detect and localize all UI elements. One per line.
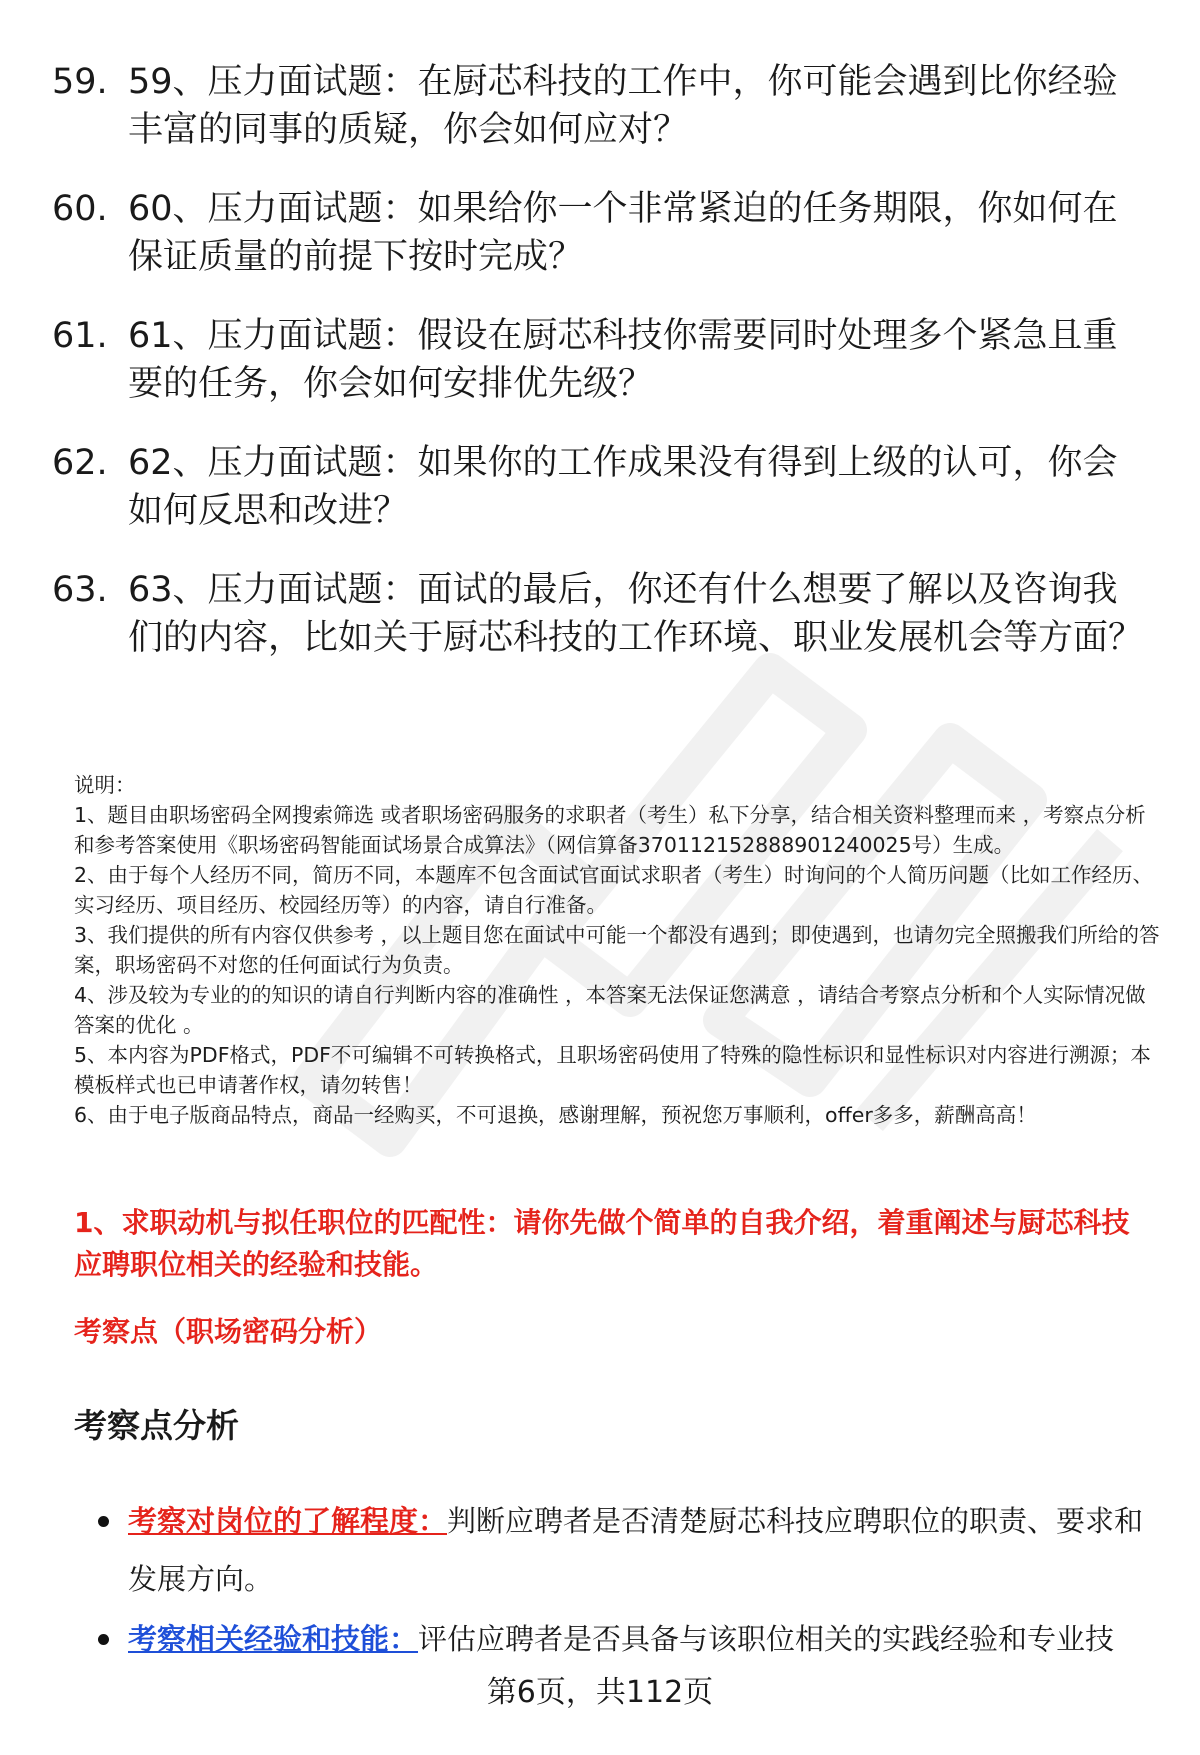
note-item: 5、本内容为PDF格式，PDF不可编辑不可转换格式，且职场密码使用了特殊的隐性标识和显性标识对内容进行溯源；本模板样式也已申请著作权，请勿转售！ (74, 1043, 1151, 1097)
notes-title: 说明： (74, 773, 136, 797)
note-item: 3、我们提供的所有内容仅供参考 ，以上题目您在面试中可能一个都没有遇到；即使遇到，也请勿完全照搬我们所给的答案，职场密码不对您的任何面试行为负责。 (74, 923, 1160, 977)
list-item (0, 439, 1200, 535)
bullet-dot-icon (98, 1634, 109, 1645)
note-item: 1、题目由职场密码全网搜索筛选 或者职场密码服务的求职者（考生）私下分享，结合相关资料整理而来 ，考察点分析和参考答案使用《职场密码智能面试场景合成算法》（网信算备370112152888901240025号）生成。 (74, 803, 1146, 857)
question-number: 59. (52, 62, 108, 102)
question-number: 63. (52, 570, 108, 610)
question-number: 61. (52, 316, 108, 356)
note-item: 2、由于每个人经历不同，简历不同，本题库不包含面试官面试求职者（考生）时询问的个人简历问题（比如工作经历、实习经历、项目经历、校园经历等）的内容，请自行准备。 (74, 863, 1154, 917)
bullet-dot-icon (98, 1516, 109, 1527)
question-text: 62、压力面试题：如果你的工作成果没有得到上级的认可，你会如何反思和改进？ (128, 443, 1118, 531)
question-text: 61、压力面试题：假设在厨芯科技你需要同时处理多个紧急且重要的任务，你会如何安排优先级？ (128, 316, 1118, 404)
list-item (0, 566, 1200, 662)
notes-section (74, 770, 1164, 1130)
note-item: 6、由于电子版商品特点，商品一经购买，不可退换，感谢理解，预祝您万事顺利，offer多多，薪酬高高！ (74, 1103, 1037, 1127)
page-footer: 第6页，共112页 (486, 1675, 714, 1710)
question-list (0, 58, 1200, 693)
note-item: 4、涉及较为专业的的知识的请自行判断内容的准确性 ，本答案无法保证您满意 ，请结合考察点分析和个人实际情况做答案的优化 。 (74, 983, 1146, 1037)
analysis-title: 考察点分析 (74, 1406, 239, 1445)
bullet-body (128, 1492, 1148, 1608)
list-item (0, 58, 1200, 154)
question-number: 60. (52, 189, 108, 229)
question-text: 59、压力面试题：在厨芯科技的工作中，你可能会遇到比你经验丰富的同事的质疑，你会如何应对？ (128, 62, 1118, 150)
analysis-subheading: 考察点（职场密码分析） (74, 1315, 383, 1348)
bullet-text: 评估应聘者是否具备与该职位相关的实践经验和专业技 (418, 1622, 1115, 1656)
bullet-key-link[interactable]: 考察相关经验和技能： (128, 1622, 419, 1656)
list-item (0, 1492, 1200, 1608)
list-item (0, 1610, 1200, 1668)
bullet-key-link[interactable]: 考察对岗位的了解程度： (128, 1504, 448, 1538)
bullet-text: 判断应聘者是否清楚厨芯科技应聘职位的职责、要求和发展方向。 (128, 1504, 1144, 1596)
question-text: 63、压力面试题：面试的最后，你还有什么想要了解以及咨询我们的内容，比如关于厨芯科技的工作环境、职业发展机会等方面？ (128, 570, 1144, 658)
question-heading: 1、求职动机与拟任职位的匹配性：请你先做个简单的自我介绍，着重阐述与厨芯科技应聘职位相关的经验和技能。 (74, 1206, 1130, 1281)
question-text: 60、压力面试题：如果给你一个非常紧迫的任务期限，你如何在保证质量的前提下按时完成？ (128, 189, 1118, 277)
bullet-body (128, 1610, 1148, 1668)
question-number: 62. (52, 443, 108, 483)
list-item (0, 312, 1200, 408)
analysis-bullet-list (0, 1492, 1200, 1670)
list-item (0, 185, 1200, 281)
